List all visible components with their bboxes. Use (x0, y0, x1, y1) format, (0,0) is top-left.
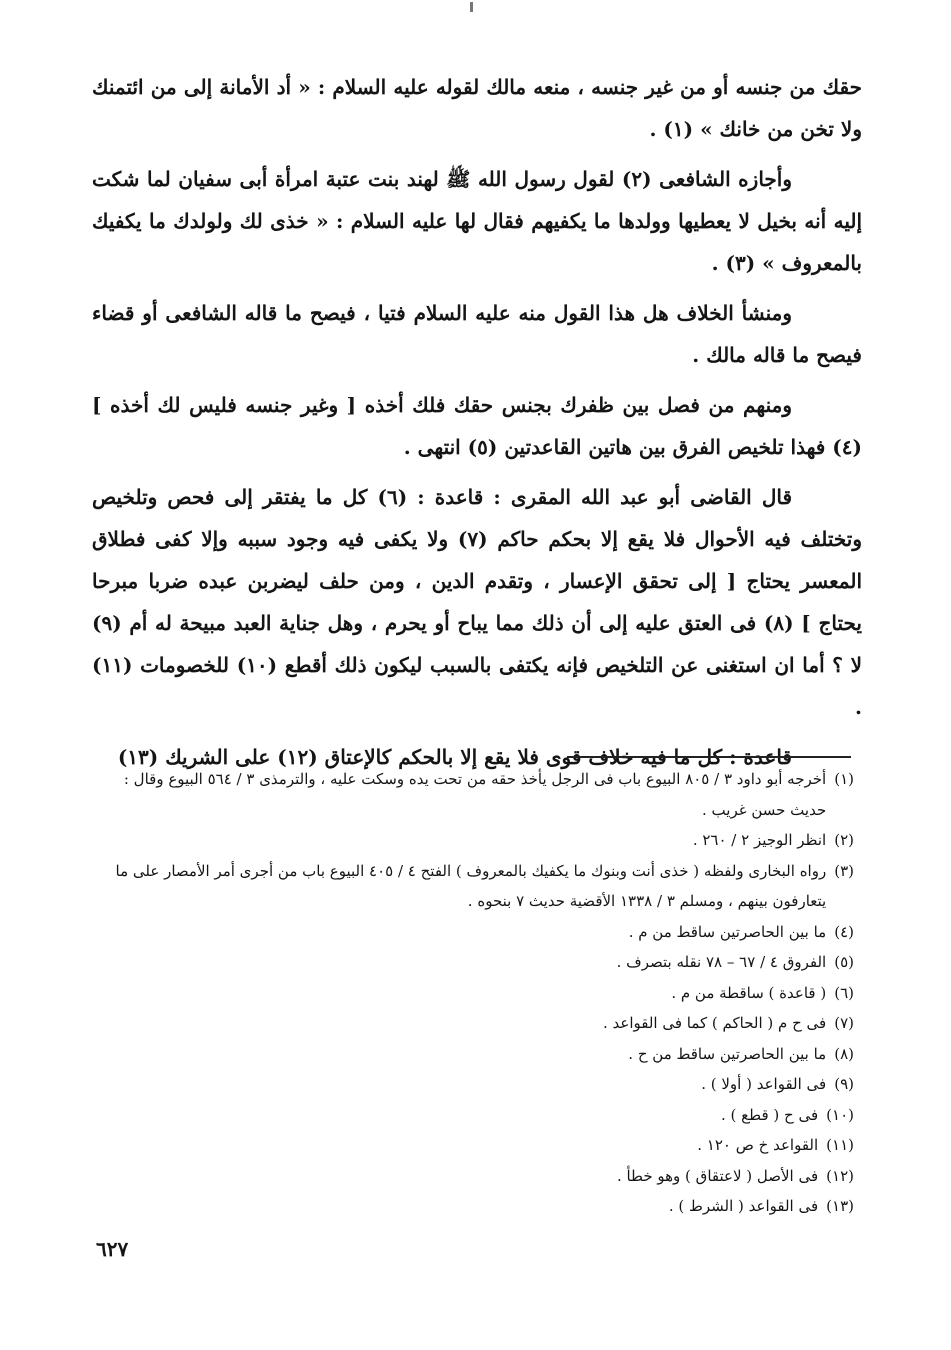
footnote-number: (٤) (834, 922, 854, 941)
footnote (84, 1130, 854, 1161)
footnote (84, 1191, 854, 1222)
footnote-separator (567, 756, 851, 758)
paragraph: ومنشأ الخلاف هل هذا القول منه عليه السلام فتيا ، فيصح ما قاله الشافعى أو قضاء فيصح ما قاله مالك . (92, 301, 862, 367)
footnote (84, 947, 854, 978)
paragraph: حقك من جنسه أو من غير جنسه ، منعه مالك لقوله عليه السلام : « أد الأمانة إلى من ائتمنك ولا تخن من خانك » (١) . (92, 75, 862, 141)
footnote-number: (٦) (834, 983, 854, 1002)
footnote (84, 978, 854, 1009)
footnote-number: (١٢) (826, 1166, 854, 1185)
footnote (84, 1039, 854, 1070)
footnote-text: فى ح ( قطع ) . (721, 1105, 819, 1124)
footnote-number: (٥) (834, 953, 854, 971)
scan-mark (470, 2, 473, 12)
footnote (84, 856, 854, 917)
footnotes (84, 764, 854, 1222)
footnote-text: فى الأصل ( لاعتقاق ) وهو خطأ . (616, 1166, 819, 1185)
footnote-number: (٨) (834, 1044, 854, 1063)
paragraph: ومنهم من فصل بين ظفرك بجنس حقك فلك أخذه [ وغير جنسه فليس لك أخذه ] (٤) فهذا تلخيص الفرق بين هاتين القاعدتين (٥) انتهى . (92, 393, 862, 459)
footnote-number: (٧) (834, 1014, 854, 1032)
footnote (84, 825, 854, 856)
footnote-text: ما بين الحاصرتين ساقط من ح . (628, 1044, 827, 1063)
paragraph: قال القاضى أبو عبد الله المقرى : قاعدة : (٦) كل ما يفتقر إلى فحص وتلخيص وتختلف فيه الأحوال فلا يقع إلا بحكم حاكم (٧) ولا يكفى فيه وجود سببه وإلا كفى فطلاق المعسر يحتاج [ إلى تحقق الإعسار ، وتقدم الدين ، ومن حلف ليضربن عبده ضربا مبرحا يحتاج ] (٨) فى العتق عليه إلى أن ذلك مما يباح أو يحرم ، وهل جناية العبد مبيحة له أم (٩) لا ؟ أما ان استغنى عن التلخيص فإنه يكتفى بالسبب ليكون ذلك أقطع (١٠) للخصومات (١١) . (92, 485, 862, 719)
footnote-text: فى ح م ( الحاكم ) كما فى القواعد . (602, 1014, 827, 1032)
footnote (84, 764, 854, 825)
main-text (92, 66, 862, 786)
footnote-text: القواعد خ ص ١٢٠ . (697, 1136, 819, 1154)
footnote-number: (٩) (834, 1075, 854, 1093)
footnote-number: (١٣) (826, 1197, 854, 1215)
footnote (84, 917, 854, 948)
footnote-number: (٢) (834, 831, 854, 849)
footnote (84, 1100, 854, 1131)
paragraph: وأجازه الشافعى (٢) لقول رسول الله ﷺ لهند بنت عتبة امرأة أبى سفيان لما شكت إليه أنه بخيل لا يعطيها وولدها ما يكفيهم فقال لها عليه السلام : « خذى لك ولولدك ما يكفيك بالمعروف » (٣) . (92, 167, 862, 275)
footnote-number: (١٠) (826, 1105, 854, 1124)
footnote-text: ما بين الحاصرتين ساقط من م . (628, 922, 827, 941)
footnote-text: انظر الوجيز ٢ / ٢٦٠ . (692, 831, 827, 849)
footnote-number: (١١) (826, 1136, 854, 1154)
paragraph: قاعدة : كل ما فيه خلاف قوى فلا يقع إلا بالحكم كالإعتاق (١٢) على الشريك (١٣) (117, 745, 792, 769)
footnote-number: (٣) (834, 861, 854, 880)
footnote-text: الفروق ٤ / ٦٧ – ٧٨ نقله بتصرف . (616, 953, 827, 971)
footnote-text: ( قاعدة ) ساقطة من م . (671, 983, 827, 1002)
footnote-text: فى القواعد ( الشرط ) . (668, 1197, 819, 1215)
footnote (84, 1069, 854, 1100)
footnote (84, 1008, 854, 1039)
footnote-text: أخرجه أبو داود ٣ / ٨٠٥ البيوع باب فى الرجل يأخذ حقه من تحت يده وسكت عليه ، والترمذى ٣ / ٥٦٤ البيوع وقال : حديث حسن غريب . (123, 770, 827, 819)
footnote-text: رواه البخارى ولفظه ( خذى أنت وبنوك ما يكفيك بالمعروف ) الفتح ٤ / ٤٠٥ البيوع باب من أجرى أمر الأمصار على ما يتعارفون بينهم ، ومسلم ٣ / ١٣٣٨ الأقضية حديث ٧ بنحوه . (115, 861, 827, 910)
footnote-number: (١) (834, 770, 854, 788)
footnote-text: فى القواعد ( أولا ) . (701, 1075, 827, 1093)
footnote (84, 1161, 854, 1192)
page-number: ٦٢٧ (96, 1237, 129, 1261)
